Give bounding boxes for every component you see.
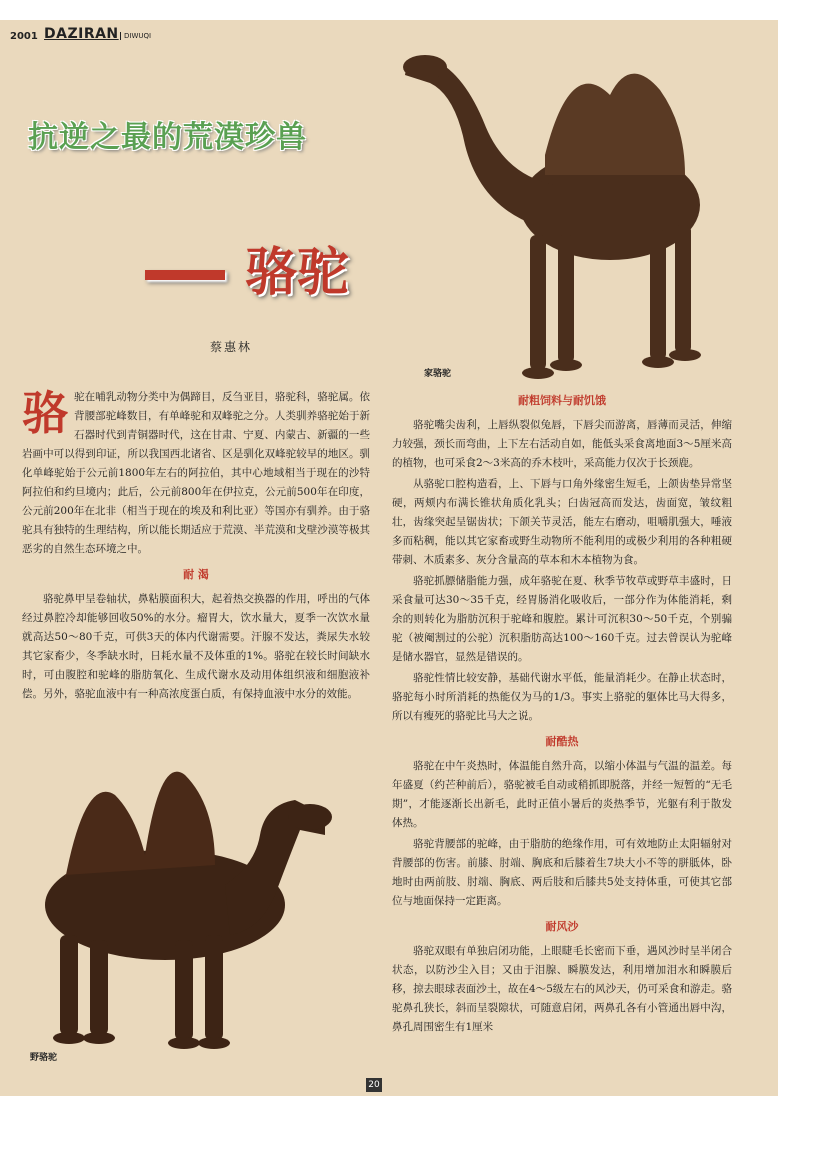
- article-headline: 抗逆之最的荒漠珍兽: [28, 120, 307, 155]
- caption-domestic-camel: 家骆驼: [424, 369, 452, 379]
- author-name: 蔡惠林: [210, 340, 253, 354]
- magazine-name: DAZIRAN: [44, 26, 119, 42]
- heat-paragraph-1: 骆驼在中午炎热时，体温能自然升高，以缩小体温与气温的温差。每年盛夏（约芒种前后），骆驼被毛自动或稍抓即脱落，并经一短暂的“无毛期”，才能逐渐长出新毛，此时正值小暑后的炎热季节，光躯有利于散发体热。: [392, 760, 732, 829]
- forage-paragraph-3: 骆驼抓膘储脂能力强，成年骆驼在夏、秋季节牧草或野草丰盛时，日采食量可达30～35千克，经胃肠消化吸收后，一部分作为体能消耗，剩余的则转化为脂肪沉积于驼峰和腹腔。累计可沉积30～50千克，个别骟驼（被阉割过的公驼）沉积脂肪高达100～160千克。过去曾误认为驼峰是储水器官，显然是错误的。: [392, 575, 732, 663]
- section-heading-heat: 耐酷热: [545, 735, 579, 748]
- caption-wild-camel: 野骆驼: [30, 1053, 58, 1063]
- forage-paragraph-2: 从骆驼口腔构造看，上、下唇与口角外缘密生短毛，上颌齿垫异常坚硬，两颊内布满长锥状角质化乳头；臼齿冠高而发达，齿面宽，皱纹粗壮，齿缘突起呈锯齿状；下颌关节灵活，能左右磨动，咀嚼肌强大，唾液多而粘稠，能以其它家畜或野生动物所不能利用的或极少利用的各种粗硬带刺、木质素多、灰分含量高的草本和木本植物为食。: [392, 478, 732, 566]
- drop-cap: 骆: [22, 386, 68, 440]
- magazine-subtitle: DIWUQI: [120, 32, 151, 40]
- left-column: [22, 388, 370, 706]
- issue-year: 2001: [10, 31, 38, 42]
- magazine-page: [0, 20, 778, 1096]
- sandstorm-paragraph: 骆驼双眼有单独启闭功能，上眼睫毛长密而下垂，遇风沙时呈半闭合状态，以防沙尘入目；又由于泪腺、瞬膜发达，利用增加泪水和瞬膜后移，掠去眼球表面沙土，故在4～5级左右的风沙天，仍可采食和游走。骆驼鼻孔狭长，斜而呈裂隙状，可随意启闭，两鼻孔各有小管通出唇中沟，鼻孔周围密生有1厘米: [392, 945, 732, 1033]
- title-dash: [145, 270, 225, 280]
- right-column: [392, 385, 732, 1039]
- thirst-paragraph: 骆驼鼻甲呈卷轴状，鼻粘膜面积大，起着热交换器的作用，呼出的气体经过鼻腔冷却能够回收50%的水分。瘤胃大，饮水量大，夏季一次饮水量就高达50～80千克，可供3天的体内代谢需要。汗腺不发达，粪尿失水较其它家畜少，冬季缺水时，日耗水量不及体重的1%。骆驼在较长时间缺水时，可由腹腔和驼峰的脂肪氧化、生成代谢水及动用体组织液和细胞液补偿。另外，骆驼血液中有一种高浓度蛋白质，有保持血液中水分的效能。: [22, 593, 370, 700]
- intro-text: 驼在哺乳动物分类中为偶蹄目，反刍亚目，骆驼科，骆驼属。依背腰部驼峰数目，有单峰驼和双峰驼之分。人类驯养骆驼始于新石器时代到青铜器时代，这在甘肃、宁夏、内蒙古、新疆的一些岩画中可以得到印证，所以我国西北诸省、区是驯化双峰驼较早的地区。驯化单峰驼始于公元前1800年左右的阿拉伯，其中心地域相当于现在的沙特阿拉伯和约旦境内；此后，公元前800年在伊拉克，公元前500年在印度，公元前200年在北非（相当于现在的埃及和利比亚）等国亦有驯养。由于骆驼具有独特的生理结构，所以能长期适应于荒漠、半荒漠和戈壁沙漠等极其恶劣的自然生态环境之中。: [22, 391, 370, 555]
- forage-paragraph-1: 骆驼嘴尖齿利，上唇纵裂似兔唇，下唇尖而游离，唇薄而灵活，伸缩力较强，颈长而弯曲，上下左右活动自如，能低头采食离地面3～5厘米高的植物，也可采食2～3米高的乔木枝叶，采高能力仅次于长颈鹿。: [392, 419, 732, 469]
- section-heading-thirst: 耐 渴: [183, 568, 209, 581]
- intro-paragraph: [22, 388, 370, 559]
- article-title-camel: 骆驼: [245, 243, 350, 303]
- wild-camel-image: [25, 755, 345, 1055]
- page-number: 20: [366, 1078, 382, 1092]
- section-heading-forage: 耐粗饲料与耐饥饿: [518, 394, 606, 407]
- section-heading-sandstorm: 耐风沙: [545, 920, 579, 933]
- domestic-camel-image: [395, 35, 715, 385]
- heat-paragraph-2: 骆驼背腰部的驼峰，由于脂肪的绝缘作用，可有效地防止太阳辐射对背腰部的伤害。前膝、肘端、胸底和后膝着生7块大小不等的胼胝体，卧地时由两前肢、肘端、胸底、两后肢和后膝共5处支持体重，可使其它部位与地面保持一定距离。: [392, 838, 732, 907]
- forage-paragraph-4: 骆驼性情比较安静，基础代谢水平低，能量消耗少。在静止状态时，骆驼每小时所消耗的热能仅为马的1/3。事实上骆驼的躯体比马大得多，所以有瘦死的骆驼比马大之说。: [392, 672, 732, 722]
